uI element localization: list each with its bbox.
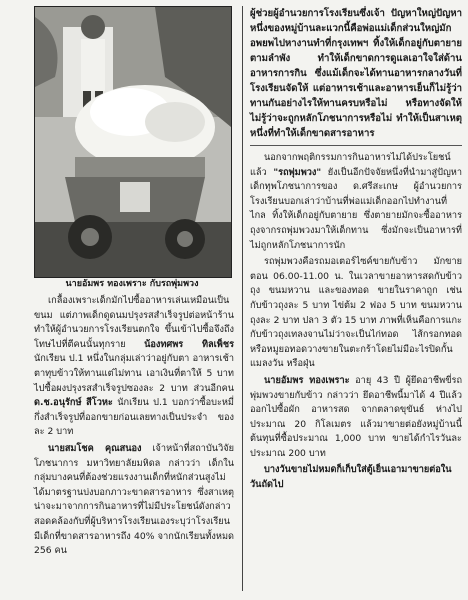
photo-illustration: [35, 7, 231, 277]
right-paragraph-3: [250, 374, 462, 462]
left-p1-name2: ด.ช.อนุรักษ์ สีโวหะ: [34, 397, 113, 409]
left-paragraph-1: [34, 294, 234, 440]
right-p1-name: "รถพุ่มพวง": [273, 166, 322, 178]
right-closing-paragraph: บางวันขายไม่หมดก็เก็บใส่ตู้เย็นเอามาขายต่อในวันถัดไป: [250, 464, 452, 491]
left-p2-name: นายสมโชค คุณสนอง: [48, 442, 142, 454]
left-p1-name: น้องทศพร ทิลเพ็ชร: [144, 338, 235, 350]
left-paragraph-2: [34, 442, 234, 559]
left-column: [34, 294, 234, 561]
right-lead-paragraph: ผู้ช่วยผู้อำนวยการโรงเรียนซึ่งเจ้า ปัญหาใหญ่ปัญหาหนึ่งของหมู่บ้านละแวกนี้คือพ่อแม่เด็กส่วนใหญ่มักอพยพไปหางานทำที่กรุงเทพฯ ทิ้งให้เด็กอยู่กับตายายตามลำพัง ทำให้เด็กขาดการดูแลเอาใจใส่ด้านอาหารการกิน ซึ่งแม้เด็กจะได้ทานอาหารกลางวันที่โรงเรียนจัดให้ แต่อาหารเช้าและอาหารเย็นก็ไม่รู้ว่าทานกันอย่างไรให้ทานครบหรือไม่ หรือทางจัดให้ไม่รู้ว่าจะถูกหลักโภชนาการหรือไม่ ทำให้เป็นสาเหตุหนึ่งที่ทำให้เด็กขาดสารอาหาร: [250, 8, 462, 139]
right-paragraph-2: รถพุ่มพวงคือรถมอเตอร์ไซค์ขายกับข้าว มักขายตอน 06.00-11.00 น. ในเวลาขายอาหารสดกับข้าวถุง ขนมหวาน และของทอด ขายในราคาถูก เช่น กับข้าวถุงละ 5 บาท ไข่ต้ม 2 ฟอง 5 บาท ขนมหวานถุงละ 2 บาท ปลา 3 ตัว 15 บาท ภาพที่เห็นคือการแกะกับข้าวถุงเทลงจานไม่ว่าจะเป็นไก่ทอด ไส้กรอกทอดหรือหมูยอทอดวางขายในตะกร้าโดยไม่มีอะไรปิดกั้นแมลงวัน หรือฝุ่น: [250, 256, 462, 370]
section-separator: [250, 145, 462, 146]
left-p1-text: เกลื้องเพราะเด็กมักไปซื้ออาหารเล่นเหมือนเป็นขนม แต่ภาพเด็กดูดนมปรุงรสสำเร็จรูปต่อหน้าร้านทำให้ผู้อำนวยการโรงเรียนตกใจ ขึ้นเข้าไปซื้อจึงถึงโทษไปที่ตีคนนั้นทุกราย: [34, 295, 234, 350]
right-p1-text: นอกจากพฤติกรรมการกินอาหารไม่ได้ประโยชน์แล้ว: [250, 152, 451, 178]
right-p1b-text: ยังเป็นอีกปัจจัยหนึ่งที่นำมาสู่ปัญหาเด็กทุพโภชนาการของ ด.ศรีสะเกษ ผู้อำนวยการโรงเรียนบอกเล่าว่าบ้านที่พ่อแม่เด็กออกไปทำงานที่ไกล ทิ้งให้เด็กอยู่กับตายาย ซึ่งตายายมักจะซื้ออาหารถุงจากรถพุ่มพวงมาให้เด็กทาน ซึ่งมักจะเป็นอาหารที่ไม่ถูกหลักโภชนาการนัก: [250, 166, 462, 251]
right-column: [250, 6, 462, 495]
right-p3-name: นายอัมพร ทองเพราะ: [264, 374, 350, 386]
left-p1c-text: นักเรียน ป.1 บอกว่าซื้อบะหมี่กึ่งสำเร็จรูปที่ออกขายก่อนเลยทางเป็นประจำ ของละ 2 บาท: [34, 397, 234, 438]
photo-caption: นายอัมพร ทองเพราะ กับรถพุ่มพวง: [65, 279, 199, 289]
column-divider: [242, 6, 243, 591]
left-p1b-text: นักเรียน ป.1 หนึ่งในกลุ่มเล่าว่าอยู่กับตา อาหารเช้าตาทุบข้าวให้ทานแต่ไม่ทาน เอาเงินที่ตาให้ 5 บาท ไปซื้อผงปรุงรสสำเร็จรูปซองละ 2 บาท ส่วนอีกคน: [34, 353, 234, 394]
left-p2-text: เจ้าหน้าที่สถาบันวิจัยโภชนาการ มหาวิทยาลัยมหิดล กล่าวว่า เด็กในกลุ่มบางคนที่ต้องช่วยแรงงานเด็กที่หนักส่วนสูงไม่ได้มาตรฐานบ่งบอกภาวะขาดสารอาหาร ซึ่งสาเหตุน่าจะมาจากการกินอาหารที่ไม่มีประโยชน์ดังกล่าว สอดคล้องกับที่ผู้บริหารโรงเรียนเองระบุว่าโรงเรียนมีเด็กที่ขาดสารอาหารถึง 40% จากนักเรียนทั้งหมด 256 คน: [34, 442, 234, 557]
right-p3-text: อายุ 43 ปี ผู้ยึดอาชีพขี่รถพุ่มพวงขายกับข้าว กล่าวว่า ยึดอาชีพนี้มาได้ 4 ปีแล้ว ออกไปซื้อผัก อาหารสด จากตลาดขุขันธ์ ห่างไปประมาณ 20 กิโลเมตร แล้วมาขายต่อยังหมู่บ้านนี้ ต้นทุนที่ซื้อประมาณ 1,000 บาท ขายได้กำไรวันละประมาณ 200 บาท: [250, 374, 463, 459]
news-photo: [34, 6, 232, 278]
right-paragraph-1: [250, 151, 462, 253]
